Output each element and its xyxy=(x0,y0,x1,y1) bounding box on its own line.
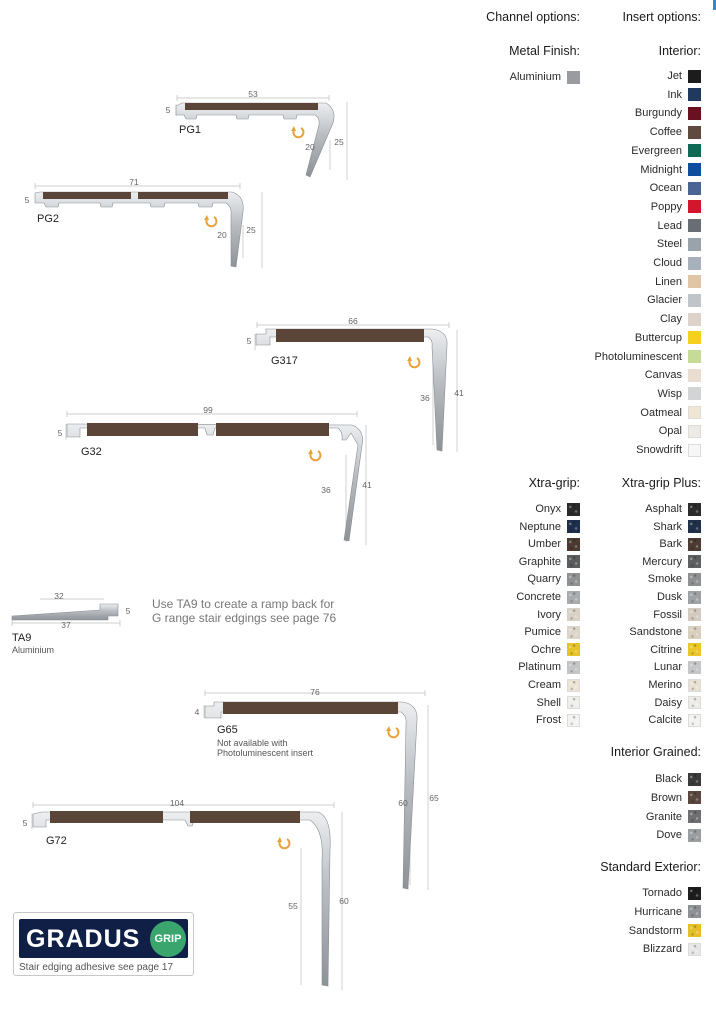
color-swatch xyxy=(567,573,580,586)
g32-inner-depth-dim: 36 xyxy=(321,485,331,495)
swatch-label: Cream xyxy=(527,679,561,691)
metal-finish-row xyxy=(510,68,580,86)
swatch-label: Dove xyxy=(656,829,682,842)
interior-row xyxy=(635,329,701,347)
xtra-grip-row xyxy=(518,658,580,676)
pg2-profile xyxy=(35,192,243,267)
color-swatch xyxy=(688,608,701,621)
swatch-label: Sandstone xyxy=(629,626,682,639)
xtra-grip-row xyxy=(527,570,580,588)
color-swatch xyxy=(567,643,580,656)
color-swatch xyxy=(567,555,580,568)
swatch-label: Smoke xyxy=(647,573,682,586)
g32-width-dim: 99 xyxy=(203,405,213,415)
g32-profile xyxy=(67,423,363,541)
xtra-grip-heading: Xtra-grip: xyxy=(528,476,580,490)
interior-row xyxy=(660,310,701,328)
swatch-label: Calcite xyxy=(648,714,682,727)
g72-lip-dim: 5 xyxy=(22,818,28,828)
color-swatch xyxy=(567,71,580,84)
color-swatch xyxy=(688,810,701,823)
metal-finish-heading: Metal Finish: xyxy=(509,44,580,58)
color-swatch xyxy=(688,331,701,344)
swatch-label: Buttercup xyxy=(634,331,682,344)
xtra-grip-plus-row xyxy=(645,500,701,518)
grip-badge: GRIP xyxy=(150,921,186,957)
interior-row xyxy=(655,273,701,291)
ta9-profile xyxy=(12,604,118,620)
color-swatch xyxy=(688,219,701,232)
standard-exterior-heading: Standard Exterior: xyxy=(600,860,701,874)
swatch-label: Granite xyxy=(645,810,682,823)
swatch-label: Onyx xyxy=(535,503,561,515)
swatch-label: Brown xyxy=(650,791,682,804)
g317-label: G317 xyxy=(271,355,298,367)
color-swatch xyxy=(688,182,701,195)
pg2-lip-dim: 5 xyxy=(24,195,30,205)
xtra-grip-plus-row xyxy=(650,641,701,659)
color-swatch xyxy=(688,275,701,288)
swatch-label: Pumice xyxy=(524,626,561,639)
swatch-label: Opal xyxy=(658,425,682,438)
swatch-label: Citrine xyxy=(650,643,682,656)
standard-exterior-row xyxy=(643,940,701,958)
xtra-grip-row xyxy=(519,553,580,571)
swatch-label: Black xyxy=(655,773,682,785)
interior-grained-row xyxy=(651,789,701,807)
xtra-grip-row xyxy=(536,711,580,729)
xtra-grip-plus-row xyxy=(648,711,701,729)
g32-lip-dim: 5 xyxy=(57,428,63,438)
color-swatch xyxy=(688,107,701,120)
color-swatch xyxy=(688,350,701,363)
interior-row xyxy=(645,366,701,384)
xtra-grip-plus-row xyxy=(654,694,701,712)
color-swatch xyxy=(688,294,701,307)
gradus-grip-logo xyxy=(13,912,194,976)
swatch-label: Snowdrift xyxy=(636,444,682,456)
swatch-label: Lunar xyxy=(653,661,682,674)
ta9-note-line2: G range stair edgings see page 76 xyxy=(152,611,337,625)
swatch-label: Graphite xyxy=(518,555,561,568)
interior-heading: Interior: xyxy=(658,44,701,58)
g72-label: G72 xyxy=(46,835,67,847)
color-swatch xyxy=(688,313,701,326)
swatch-label: Quarry xyxy=(527,573,561,586)
swatch-label: Poppy xyxy=(650,200,682,213)
g317-inner-depth-dim: 36 xyxy=(420,393,430,403)
interior-row xyxy=(595,348,701,366)
color-swatch xyxy=(688,829,701,842)
standard-exterior-row xyxy=(629,922,701,940)
swatch-label: Tornado xyxy=(642,887,682,899)
color-swatch xyxy=(688,773,701,786)
color-swatch xyxy=(688,387,701,400)
pg1-inner-depth-dim: 20 xyxy=(305,142,315,152)
color-swatch xyxy=(567,626,580,639)
g317-outer-depth-dim: 41 xyxy=(454,388,464,398)
ta9-height-dim: 5 xyxy=(125,606,131,616)
ta9-top-dim: 32 xyxy=(54,591,64,601)
swatch-label: Evergreen xyxy=(631,144,682,157)
swatch-label: Photoluminescent xyxy=(594,350,682,363)
color-swatch xyxy=(688,70,701,83)
swatch-label: Canvas xyxy=(644,369,682,382)
color-swatch xyxy=(567,538,580,551)
interior-row xyxy=(647,291,701,309)
swatch-label: Daisy xyxy=(654,696,682,709)
pg1-width-dim: 53 xyxy=(248,89,258,99)
color-swatch xyxy=(688,369,701,382)
color-swatch xyxy=(688,126,701,139)
xtra-grip-row xyxy=(537,606,580,624)
ta9-note-line1: Use TA9 to create a ramp back for xyxy=(152,597,335,611)
interior-row xyxy=(640,404,701,422)
pg1-label: PG1 xyxy=(179,124,202,136)
pg1-outer-depth-dim: 25 xyxy=(334,137,344,147)
interior-row xyxy=(667,67,701,85)
xtra-grip-plus-row xyxy=(654,658,701,676)
standard-exterior-row xyxy=(634,903,701,921)
xtra-grip-plus-row xyxy=(648,570,701,588)
interior-row xyxy=(667,86,701,104)
color-swatch xyxy=(688,887,701,900)
swatch-label: Concrete xyxy=(516,591,561,603)
color-swatch xyxy=(688,714,701,727)
color-swatch xyxy=(567,520,580,533)
swatch-label: Bark xyxy=(659,538,682,551)
xtra-grip-plus-row xyxy=(648,676,701,694)
swatch-label: Cloud xyxy=(653,257,682,269)
xtra-grip-plus-row xyxy=(653,518,701,536)
ta9-material: Aluminium xyxy=(12,645,55,655)
swatch-label: Clay xyxy=(659,313,682,326)
interior-row xyxy=(640,161,701,179)
color-swatch xyxy=(688,924,701,937)
color-swatch xyxy=(567,503,580,516)
xtra-grip-row xyxy=(524,623,580,641)
insert-options-heading: Insert options: xyxy=(622,10,701,24)
color-swatch xyxy=(688,444,701,457)
swatch-label: Shark xyxy=(653,520,682,533)
logo-banner xyxy=(19,919,188,958)
color-swatch xyxy=(688,943,701,956)
swatch-label: Ivory xyxy=(537,608,561,621)
swatch-label: Jet xyxy=(667,70,682,82)
color-swatch xyxy=(688,661,701,674)
interior-grained-heading: Interior Grained: xyxy=(610,745,701,759)
interior-row xyxy=(653,254,701,272)
color-swatch xyxy=(567,696,580,709)
g32-outer-depth-dim: 41 xyxy=(362,480,372,490)
interior-row xyxy=(650,179,701,197)
g72-outer-depth-dim: 60 xyxy=(339,896,349,906)
xtra-grip-row xyxy=(531,641,580,659)
color-swatch xyxy=(688,257,701,270)
swatch-label: Platinum xyxy=(518,661,561,674)
swatch-label: Wisp xyxy=(657,387,682,400)
color-swatch xyxy=(688,163,701,176)
color-swatch xyxy=(567,591,580,604)
color-swatch xyxy=(688,200,701,213)
interior-row xyxy=(631,142,701,160)
g65-width-dim: 76 xyxy=(310,687,320,697)
pg2-outer-depth-dim: 25 xyxy=(246,225,256,235)
color-swatch xyxy=(688,238,701,251)
color-swatch xyxy=(688,573,701,586)
swatch-label: Asphalt xyxy=(645,503,682,515)
interior-row xyxy=(651,198,701,216)
color-swatch xyxy=(688,626,701,639)
color-swatch xyxy=(688,425,701,438)
pg2-label: PG2 xyxy=(37,213,60,225)
ta9-bottom-dim: 37 xyxy=(61,620,71,630)
swatch-label: Hurricane xyxy=(634,905,682,918)
color-swatch xyxy=(688,538,701,551)
g72-width-dim: 104 xyxy=(169,798,185,808)
ta9-label: TA9 xyxy=(12,632,32,644)
swatch-label: Ink xyxy=(667,88,682,101)
interior-grained-row xyxy=(655,770,701,788)
swatch-label: Midnight xyxy=(640,163,682,176)
xtra-grip-row xyxy=(535,500,580,518)
g65-note-line2: Photoluminescent insert xyxy=(217,748,314,758)
g317-lip-dim: 5 xyxy=(246,336,252,346)
color-swatch xyxy=(688,520,701,533)
color-swatch xyxy=(567,714,580,727)
swatch-label: Umber xyxy=(527,538,561,551)
interior-grained-row xyxy=(646,808,701,826)
swatch-label: Mercury xyxy=(642,555,682,568)
xtra-grip-row xyxy=(519,518,580,536)
swatch-label: Blizzard xyxy=(642,943,682,956)
interior-row xyxy=(659,422,701,440)
channel-options-heading: Channel options: xyxy=(486,10,580,24)
swatch-label: Ochre xyxy=(531,643,561,656)
g65-inner-depth-dim: 60 xyxy=(398,798,408,808)
logo-wordmark: GRADUS xyxy=(26,925,141,953)
xtra-grip-row xyxy=(516,588,580,606)
interior-row xyxy=(650,123,701,141)
swatch-label: Glacier xyxy=(647,294,682,307)
xtra-grip-plus-heading: Xtra-grip Plus: xyxy=(621,476,701,490)
g65-label: G65 xyxy=(217,724,238,736)
color-swatch xyxy=(688,791,701,804)
swatch-label: Shell xyxy=(536,696,561,709)
g317-width-dim: 66 xyxy=(348,316,358,326)
g65-lip-dim: 4 xyxy=(194,707,200,717)
swatch-label: Frost xyxy=(535,714,561,727)
xtra-grip-plus-row xyxy=(653,606,701,624)
xtra-grip-row xyxy=(537,694,580,712)
xtra-grip-plus-row xyxy=(657,588,701,606)
adhesive-caption: Stair edging adhesive see page 17 xyxy=(19,962,174,973)
color-swatch xyxy=(688,679,701,692)
g32-label: G32 xyxy=(81,446,102,458)
color-swatch xyxy=(688,643,701,656)
swatch-label: Merino xyxy=(648,679,682,691)
interior-grained-row xyxy=(656,826,701,844)
swatch-label: Fossil xyxy=(653,608,682,621)
color-swatch xyxy=(567,608,580,621)
swatch-label: Coffee xyxy=(649,126,682,139)
pg1-lip-dim: 5 xyxy=(165,105,171,115)
xtra-grip-plus-row xyxy=(629,623,701,641)
color-swatch xyxy=(688,406,701,419)
color-swatch xyxy=(688,555,701,568)
pg1-profile xyxy=(176,103,334,177)
swatch-label: Neptune xyxy=(519,520,561,533)
swatch-label: Oatmeal xyxy=(640,406,682,419)
xtra-grip-plus-row xyxy=(642,553,701,571)
pg2-width-dim: 71 xyxy=(129,177,139,187)
interior-row xyxy=(658,385,701,403)
color-swatch xyxy=(567,679,580,692)
g65-outer-depth-dim: 65 xyxy=(429,793,439,803)
color-swatch xyxy=(688,88,701,101)
color-swatch xyxy=(688,591,701,604)
swatch-label: Steel xyxy=(656,238,682,251)
color-swatch xyxy=(688,144,701,157)
swatch-label: Sandstorm xyxy=(628,924,682,937)
swatch-label: Lead xyxy=(657,219,682,232)
swatch-label: Linen xyxy=(655,275,682,288)
interior-row xyxy=(658,217,701,235)
g65-note-line1: Not available with xyxy=(217,738,288,748)
swatch-label: Dusk xyxy=(656,591,682,603)
standard-exterior-row xyxy=(642,884,701,902)
interior-row xyxy=(636,441,701,459)
interior-row xyxy=(657,235,701,253)
color-swatch xyxy=(688,905,701,918)
swatch-label: Burgundy xyxy=(634,107,682,120)
color-swatch xyxy=(688,503,701,516)
xtra-grip-plus-row xyxy=(659,535,701,553)
xtra-grip-row xyxy=(528,535,580,553)
interior-row xyxy=(635,104,701,122)
g72-inner-depth-dim: 55 xyxy=(288,901,298,911)
xtra-grip-row xyxy=(528,676,580,694)
pg2-inner-depth-dim: 20 xyxy=(217,230,227,240)
swatch-label: Aluminium xyxy=(509,71,561,83)
swatch-label: Ocean xyxy=(649,182,682,195)
color-swatch xyxy=(567,661,580,674)
color-swatch xyxy=(688,696,701,709)
